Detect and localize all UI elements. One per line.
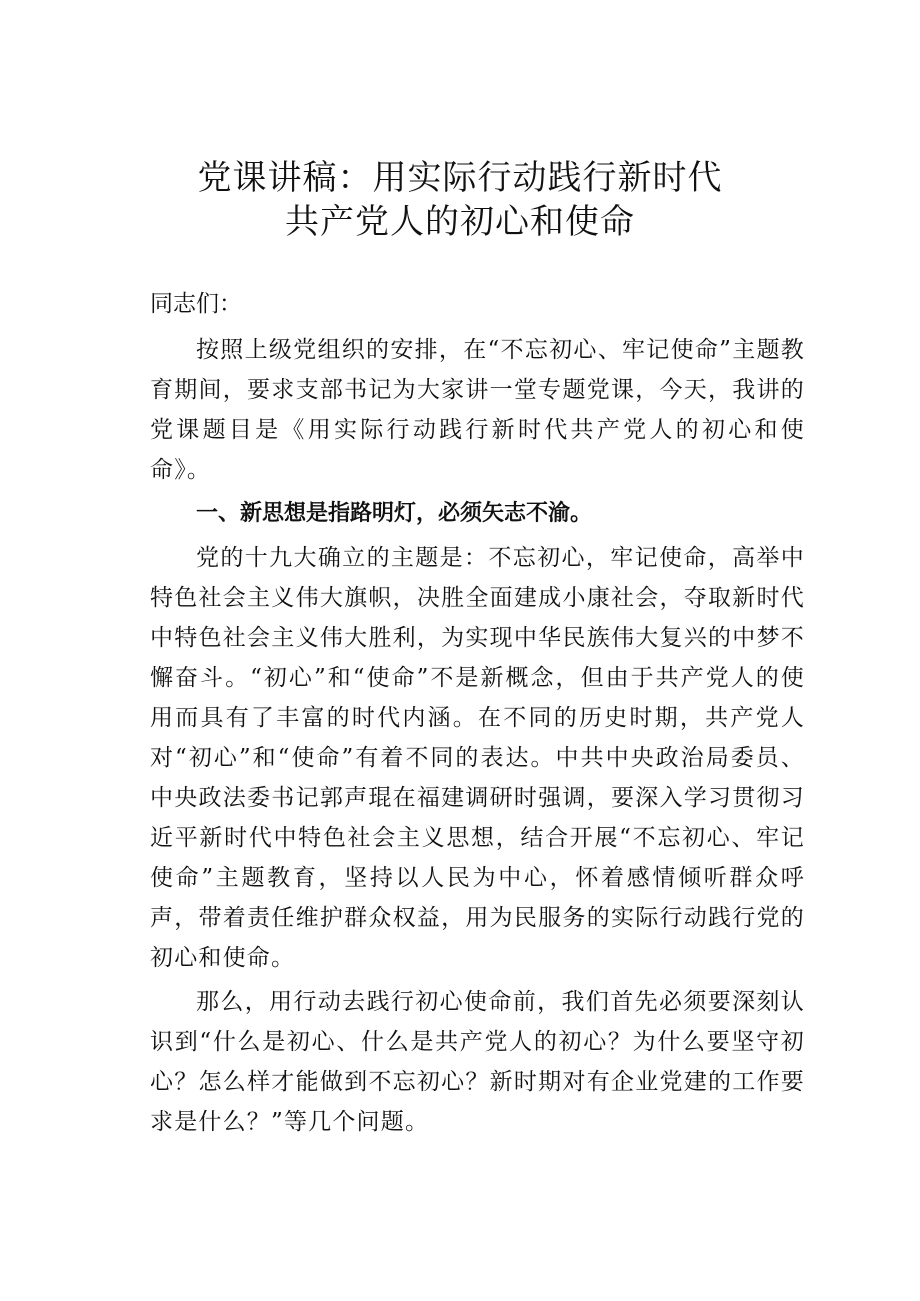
paragraph-section-1: 党的十九大确立的主题是：不忘初心，牢记使命，高举中特色社会主义伟大旗帜，决胜全面建成小康社会，夺取新时代中特色社会主义伟大胜利，为实现中华民族伟大复兴的中梦不懈奋斗。“初心”和“使命”不是新概念，但由于共产党人的使用而具有了丰富的时代内涵。在不同的历史时期，共产党人对“初心”和“使命”有着不同的表达。中共中央政治局委员、中央政法委书记郭声琨在福建调研时强调，要深入学习贯彻习近平新时代中特色社会主义思想，结合开展“不忘初心、牢记使命”主题教育，坚持以人民为中心，怀着感情倾听群众呼声，带着责任维护群众权益，用为民服务的实际行动践行党的初心和使命。 <box>150 545 805 971</box>
paragraph-intro: 按照上级党组织的安排，在“不忘初心、牢记使命”主题教育期间，要求支部书记为大家讲一堂专题党课，今天，我讲的党课题目是《用实际行动践行新时代共产党人的初心和使命》。 <box>150 337 805 483</box>
section-heading-1: 一、新思想是指路明灯，必须矢志不渝。 <box>196 501 593 526</box>
title-line-1: 党课讲稿：用实际行动践行新时代 <box>197 158 723 198</box>
salutation: 同志们： <box>150 291 242 317</box>
paragraph-questions: 那么，用行动去践行初心使命前，我们首先必须要深刻认识到“什么是初心、什么是共产党人的初心？为什么要坚守初心？怎么样才能做到不忘初心？新时期对有企业党建的工作要求是什么？”等几个问题。 <box>150 989 805 1135</box>
document-body <box>150 286 805 1146</box>
title-line-2: 共产党人的初心和使命 <box>285 202 635 242</box>
document-title <box>0 156 920 244</box>
